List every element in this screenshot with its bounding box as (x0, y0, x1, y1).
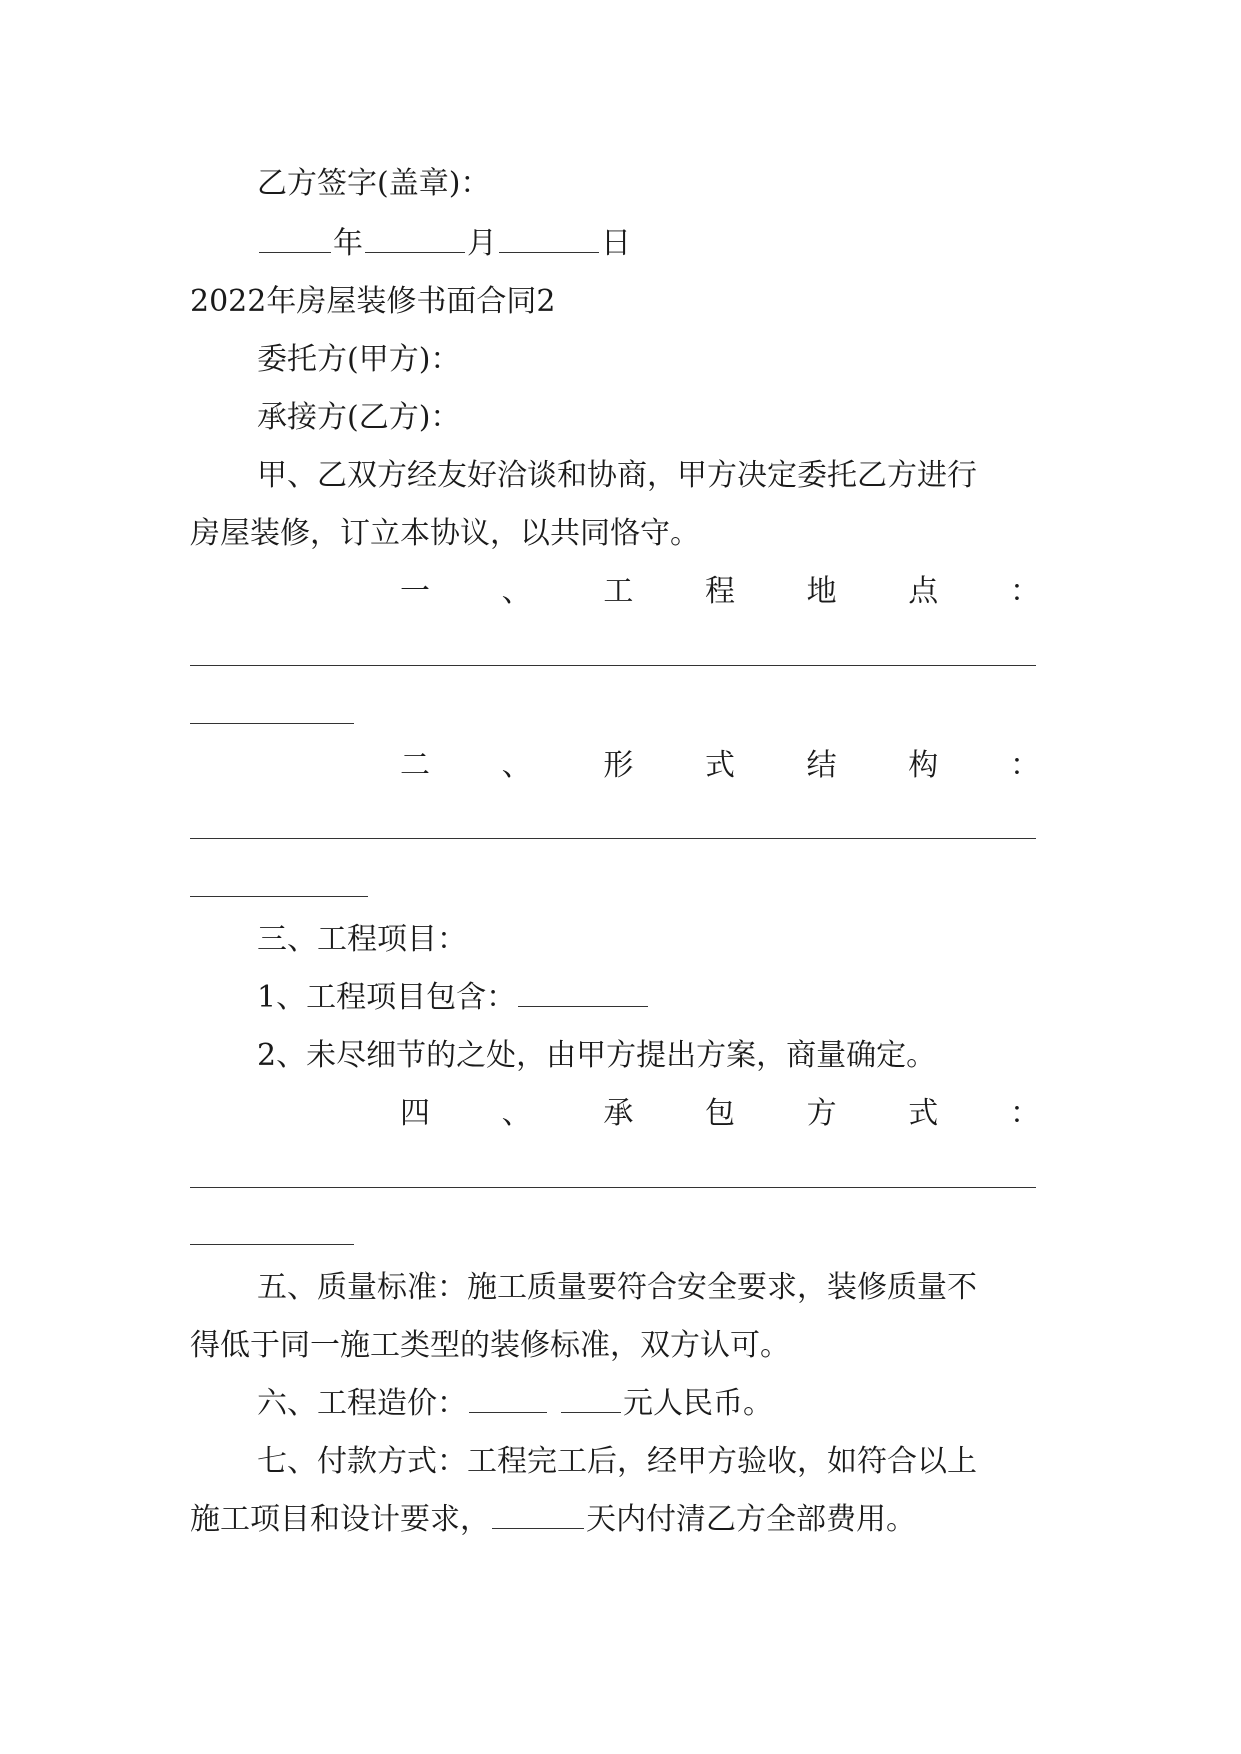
section-1-char: 地 (806, 574, 837, 609)
section-7-line-1: 七、付款方式：工程完工后，经甲方验收，如符合以上 (257, 1444, 977, 1479)
client-party-a: 委托方(甲方)： (257, 342, 461, 377)
section-1-char: 点 (908, 574, 939, 609)
section-2-char: 、 (501, 748, 532, 783)
section-1-heading (400, 570, 1040, 614)
party-b-signature-line: 乙方签字(盖章)： (257, 166, 491, 201)
section-7-text-a: 施工项目和设计要求， (190, 1502, 490, 1537)
section-4-heading (400, 1092, 1040, 1136)
fill-in-rule (190, 896, 368, 897)
year-blank (259, 251, 331, 253)
section-1-char: ： (1009, 574, 1040, 609)
month-label: 月 (467, 226, 497, 261)
section-4-char: 承 (603, 1096, 634, 1131)
section-3-item-2: 2、未尽细节的之处，由甲方提出方案，商量确定。 (257, 1038, 937, 1073)
section-2-heading (400, 744, 1040, 788)
intro-paragraph-line-1: 甲、乙双方经友好洽谈和协商，甲方决定委托乙方进行 (257, 458, 977, 493)
section-3-heading: 三、工程项目： (257, 922, 467, 957)
contractor-party-b: 承接方(乙方)： (257, 400, 461, 435)
section-4-char: 、 (501, 1096, 532, 1131)
project-contents-blank (518, 1005, 648, 1007)
section-7-line-2 (190, 1498, 1050, 1542)
currency-label: 元人民币。 (623, 1386, 773, 1421)
section-4-char: 式 (908, 1096, 939, 1131)
section-3-item-1 (257, 976, 1050, 1020)
section-5-line-2: 得低于同一施工类型的装修标准，双方认可。 (190, 1328, 790, 1363)
section-4-char: 包 (704, 1096, 735, 1131)
intro-paragraph-line-2: 房屋装修，订立本协议，以共同恪守。 (190, 516, 700, 551)
section-5-line-1: 五、质量标准：施工质量要符合安全要求，装修质量不 (257, 1270, 977, 1305)
section-1-char: 程 (704, 574, 735, 609)
fill-in-rule (190, 665, 1036, 666)
fill-in-rule (190, 1244, 354, 1245)
section-2-char: 二 (400, 748, 430, 783)
signature-date-line (257, 222, 1050, 266)
fill-in-rule (190, 1187, 1036, 1188)
section-2-char: ： (1009, 748, 1040, 783)
month-blank (365, 251, 465, 253)
section-6-cost (257, 1382, 1050, 1426)
cost-blank (561, 1411, 621, 1413)
days-blank (492, 1527, 584, 1529)
section-7-text-b: 天内付清乙方全部费用。 (586, 1502, 916, 1537)
section-2-char: 式 (704, 748, 735, 783)
fill-in-rule (190, 838, 1036, 839)
year-label: 年 (333, 226, 363, 261)
section-3-item-1-text: 1、工程项目包含： (257, 980, 517, 1015)
cost-blank (469, 1411, 547, 1413)
section-4-char: 四 (400, 1096, 430, 1131)
section-2-char: 形 (603, 748, 634, 783)
section-2-char: 结 (806, 748, 837, 783)
section-2-char: 构 (908, 748, 939, 783)
section-6-label: 六、工程造价： (257, 1386, 467, 1421)
section-4-char: 方 (806, 1096, 837, 1131)
section-1-char: 、 (501, 574, 532, 609)
section-4-char: ： (1009, 1096, 1040, 1131)
section-1-char: 一 (400, 574, 430, 609)
fill-in-rule (190, 723, 354, 724)
day-blank (499, 251, 599, 253)
contract-title: 2022年房屋装修书面合同2 (190, 284, 556, 319)
section-1-char: 工 (603, 574, 634, 609)
day-label: 日 (601, 226, 631, 261)
